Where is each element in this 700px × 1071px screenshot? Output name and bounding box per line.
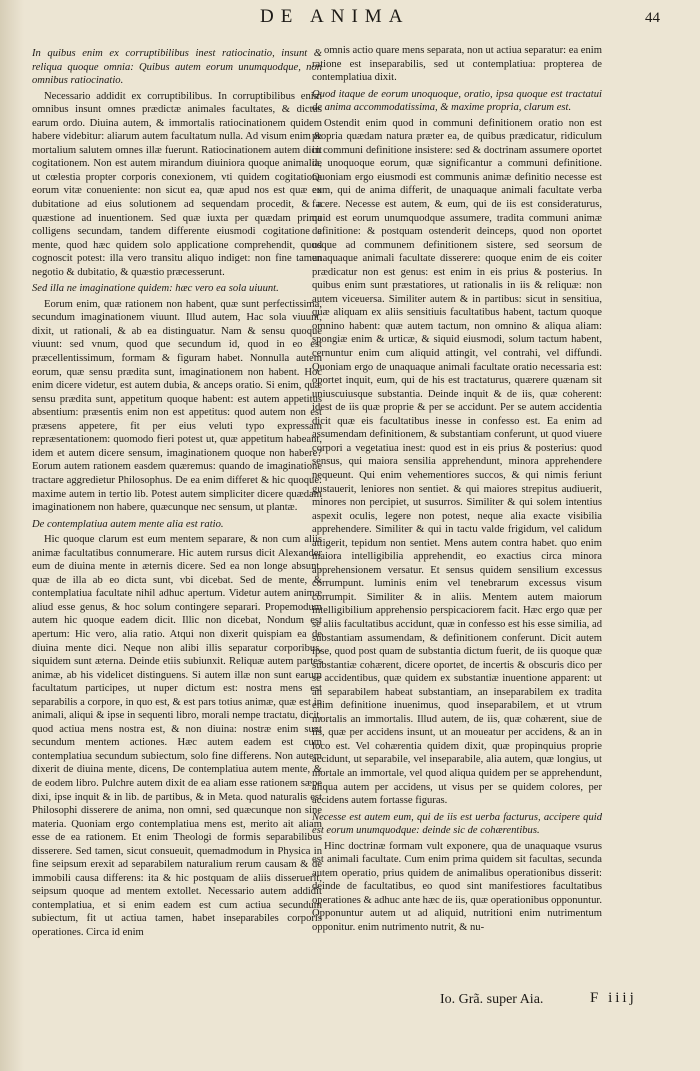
lemma-quote: Necesse est autem eum, qui de iis est uerba facturus, accipere quid est eorum unumquodque: deinde sic de cohærentibus. xyxy=(312,811,602,837)
commentary-paragraph: Necessario addidit ex corruptibilibus. In corruptibilibus enim omnibus insunt omnes prædictæ animales facultates, & dictus earum ordo. Diuina autem, & immortalis ratiocinationem quidem habere videbitur: aliarum autem facultatum nulla. Ad visum enim & mortalium salutem omnes illæ fuerunt. Ratiocinationem autem dicit cogitationem. Non est autem mirandum diuiniora quoque animalia, ut cœlestia propter corporis conexionem, vti quidem cogitatione eorum vitæ conueniente: non sicut ea, quæ apud nos est quæ ex dubitatione ad eius solutionem ad sequendam procedit, & a quæstione ad inuentionem. Sed quæ iuxta per quædam prima colligens secundam, tandem differente eiusmodi cogitatione a mente, quod hæc quidem solo applicatione comprehendit, quod cognoscit potest: illa vero transitu aliquo indiget: non fine tamen negotio & dubitatio, & quæstio præcesserunt. xyxy=(32,90,322,278)
page-gutter-shadow xyxy=(0,0,24,1071)
commentary-paragraph: Eorum enim, quæ rationem non habent, quæ sunt perfectissima, secundum imaginationem viuunt. Illud autem, Hac sola viuunt, dixit, ut rationali, & ab ea distinguatur. Nam & sensu quoque viuunt: sed vnum, quod que secundum id, quod in eo est præcellentissimum, formam & figuram habet. Nonnulla autem eorum, quæ sensu prædita sunt, imaginationem non habent. Hoc enim dicere videtur, est autem dubia, & anceps oratio. Si enim, quæ sensu prædita sunt, appetitum quoque habent: est autem appetitus absentium: præsentis enim non est appetitus: quod autem non est præsens appetere, fit per eius veluti typo expressam repræsentationem: quomodo fieri potest ut, quæ appetitum habeant, idem et autem dicere sensum, imaginationem quoque non habere? Eorum autem rationem easdem quæremus: quando de imaginatione tractare aggredietur Philosophus. De ea enim differet & hic quoque: maxime autem in tertio lib. Potest autem simpliciter dicere quædam imaginationem non habere, quæcunque nec sensum, ut plantæ. xyxy=(32,298,322,514)
lemma-quote: De contemplatiua autem mente alia est ratio. xyxy=(32,518,224,530)
lemma-quote: Quod itaque de eorum unoquoque, oratio, ipsa quoque est tractatui de anima accommodatissima, & maxime propria, clarum est. xyxy=(312,88,602,114)
commentary-paragraph: Hinc doctrinæ formam vult exponere, qua de unaquaque vsurus est animali facultate. Cum enim prima quidem sit facultas, secunda autem operatio, prius quidem de animalibus operationibus disserit: deinde de facultatibus, eo quod sint manifestiores facultatibus operationes & adhuc ante hæc de iis, quæ operationibus opponuntur. Opponuntur autem ut ad aliquid, nutritioni enim nutrimentum opponitur. enim nutrimento nutrit, & nu- xyxy=(312,840,602,933)
running-title: DE ANIMA xyxy=(260,6,410,27)
right-column xyxy=(312,44,602,935)
catchword-footer: Io. Grã. super Aia. xyxy=(440,992,544,1007)
lemma-quote: In quibus enim ex corruptibilibus inest ratiocinatio, insunt & reliqua quoque omnia: Quibus autem eorum unumquodque, non omnibus ratiocinatio. xyxy=(32,48,322,87)
folio-number: 44 xyxy=(645,10,660,26)
lemma-quote: Sed illa ne imaginatione quidem: hæc vero ea sola uiuunt. xyxy=(32,283,279,295)
commentary-paragraph: Ostendit enim quod in communi definitionem oratio non est propria quædam natura præter ea, de quibus prædicatur, ridiculum in communi definitione insistere: sed & doctrinam assumere oportet de unoquoque eorum, quæ significantur a communi definitione. Quoniam ergo eiusmodi est communis animæ definitio necesse est eum, qui de anima differit, de unaquaque animali facultate verba facere. Necesse est autem, & eum, qui de iis est consideraturus, quid est eorum unumquodque assumere, tradita communi animæ definitione: & postquam ostenderit deinceps, quod non oportet usque ad communem definitionem sistere, sed seorsum de unaquaque animali facultate disserere: quoque enim de eis coiter prædicatur non est genus: est enim in eis prius & posterius. In quibus enim sunt præstatiores, ut rationalis in iis & reliquæ: non autem viceuersa. Similiter autem & in partibus: sicut in sensitiua, quæ aliquam ex aliis sensitiuis facultatibus habent, tactum quoque omnino habent: quæ autem tactum, non omnino & aliqua aliam: spongiæ enim & urticæ, & siquid eiusmodi, solum tactum habent, cernuntur enim cum aliquid attingit, vel contrahi, vel diffundi. Quoniam ergo de unaquaque animali facultate oratio necessaria est: oportet inquit, eum, qui de his est tractaturus, quærere quænam sit uniuscuiusque substantia. Deinde inquit & de iis, quæ coherent: idest de iis quæ proprie & per se accidunt. Per se autem accidentia dicit quæ eis facultatibus inesse in confesso est. Ea enim ad assumendam definitionem, & substantiam conferunt, ut quod viuere corpori a vegetatiua inest: quod est in eis prius & posterius: quod sensus, qui maiora sensilia apprehendunt, minora apprehendere nequeunt. Qui enim vehementiores succos, & qui nimis feriunt gustauerit, leniores non sentiet. & qui maiores strepitus audiuerit, minores non percipiet, ut susurros. Similiter & qui solem intentius aspexit oculis, legere non potest, neque alia exacte visibilia apprehendere. Similiter & qui in tactu valde frigidum, vel calidum attigerit, tepidum non sentiet. Mens autem contra habet. quo enim maiora intelligibilia apprehendit, eo exactius circa minora apprehensionem versatur. Et sensus quidem sensilium excessus corrumpunt. luminis enim vel tenebrarum excessus visum corrumpit. Similiter & in aliis. Mentem autem maiorum intelligibilium apprehensio perspicaciorem facit. Hæc ergo quæ per se aliis facultatibus accidunt, quæ in confesso est his esse similia, ad substantiam assumendam, & definitionem conferunt. Dicit autem ipse, quod post quam de substantia dictum fuerit, de iis quoque quæ substantiæ cohærent, dicere oportet, de incertis & obscuris dico per se accidentibus, quæ quidem ex substantiæ inuentione apparent: ut an separabilem habeat substantiam, an inseparabilem ex tradita enim definitione inuenimus, quod inseparabilem, et ut vtrum mortalis an immortalis. Illud autem, de iis, quæ cohærent, siue de iis, quæ per accidens insunt, ut an moueatur per accidens, & an in loco est. Vel cohærentia quidem dixit, quæ propinquius proprie accidunt, ut separabile, vel inseparabile, alia autem, quæ longius, ut mortale an immortale, vel quod aliqua quidem per se apprehendunt, aliqua autem per accidens, ut visus per se quidem colores, per accidens autem fortasse figuras. xyxy=(312,117,602,807)
signature-mark: F iiij xyxy=(590,990,637,1006)
commentary-paragraph: omnis actio quare mens separata, non ut actiua separatur: ea enim ratione est inseparabilis, sed ut contemplatiua: propterea de contemplatiua dixit. xyxy=(312,45,602,84)
commentary-paragraph: Hic quoque clarum est eum mentem separare, & non cum aliis animæ facultatibus connumerare. Hic autem rursus dicit Alexander eum de diuina mente in æternis dicere. Sed ea non longe absunt, quæ de illa ab eo dicta sunt, vbi dicebat. Sed de mente, & contemplatiua facultate nihil adhuc apertum. Videtur autem animæ aliud esse genus, & hoc solum contingere separari. Propemodum autem hic quoque eadem dicit. Illic non dicebat, Nondum est apertum: Hic vero, alia ratio. Atqui non dixerit quispiam ea de diuina mente dici. Neque non alibi illis separatur corporibus, siquidem sunt æterna. Deinde etiis subiunxit. Reliquæ autem partes animæ, ab his videlicet distinguens. Si autem illæ non sunt earum facultatum participes, ut nuper dictum est: nostra mens est separabilis a corpore, in quo est, & est pars totius animæ, quæ est in animali, aliqui & ipse in sequenti libro, morali nempe tractatu, dicit, quod actiua mens nostra est, & non diuina: nostræ enim sunt secundum mentem actiones. Hæc autem eadem est cum contemplatiua secundum subiectum, solo fine differens. Non autem dixerit de diuina mente, dicens, De contemplatiua autem mente, & de eodem libro. Pulchre autem dixit de ea aliam esse rationem sæpe dixi, ipse inquit & in lib. de partibus, & in Meta. quod naturalis est Philosophi disserere de anima, non omni, sed quæcunque non sine materia. Quoniam ergo contemplatiua mens est, merito ait aliam esse de ea rationem. Et enim Theologi de formis separabilibus disserere. Sed tamen, sicut consueuit, quemadmodum in Physica in fine seipsum erexit ad separabilem naturalium rerum causam & de immobili causa differens: ita & hic postquam de aliis disseruerit, seipsum quoque ad mentem extollet. Necessario autem addidit contemplatiua, et si enim eadem est cum actiua secundum subiectum, fit ut actiua tamen, habet inseparabiles corporis operationes. Circa id enim xyxy=(32,534,322,938)
left-column xyxy=(32,44,322,940)
